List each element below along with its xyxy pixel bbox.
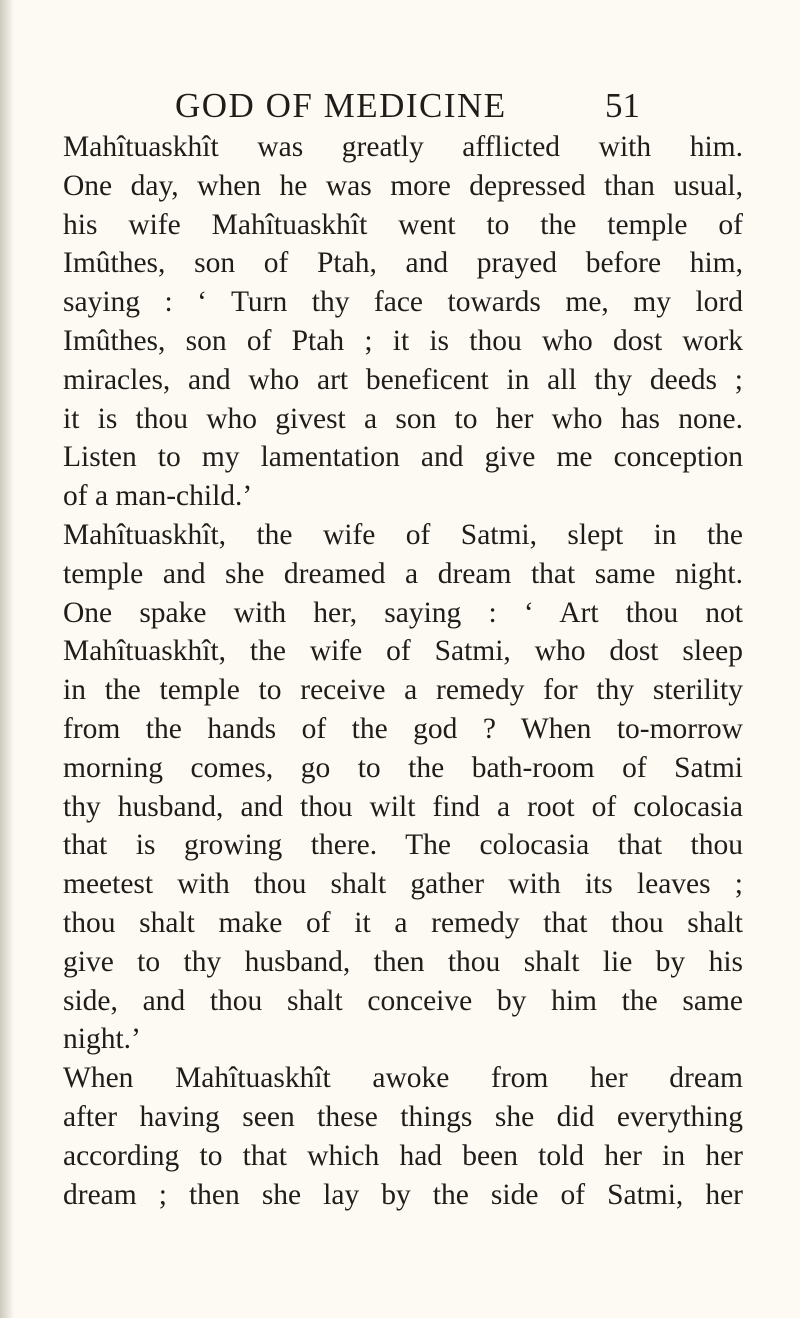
text-line: Mahîtuaskhît was greatly afflicted with him. [63, 131, 743, 163]
text-line: night.’ [63, 1023, 141, 1056]
text-line: from the hands of the god ? When to-morrow [63, 712, 743, 745]
body-text [63, 128, 743, 1214]
text-line: One spake with her, saying : ‘ Art thou not [63, 596, 743, 629]
text-line: that is growing there. The colocasia that thou [63, 829, 743, 862]
text-line: it is thou who givest a son to her who has none. [63, 402, 743, 435]
page-number: 51 [605, 86, 640, 125]
text-line: side, and thou shalt conceive by him the same [63, 984, 743, 1017]
text-line: Mahîtuaskhît, the wife of Satmi, slept in the [63, 518, 743, 551]
text-line: miracles, and who art beneficent in all thy deeds ; [63, 363, 743, 396]
text-line: Mahîtuaskhît, the wife of Satmi, who dost sleep [63, 635, 743, 668]
text-line: temple and she dreamed a dream that same night. [63, 557, 743, 590]
text-line: morning comes, go to the bath-room of Satmi [63, 751, 743, 784]
text-line: Imûthes, son of Ptah ; it is thou who dost work [63, 324, 743, 357]
page-header [160, 84, 640, 128]
text-line: meetest with thou shalt gather with its leaves ; [63, 868, 743, 901]
text-line: after having seen these things she did everything [63, 1100, 743, 1133]
text-line: saying : ‘ Turn thy face towards me, my lord [63, 286, 743, 319]
text-line: according to that which had been told her in her [63, 1139, 743, 1172]
text-line: Listen to my lamentation and give me conception [63, 441, 743, 474]
page-gutter-shadow [0, 0, 14, 1318]
text-line: One day, when he was more depressed than usual, [63, 169, 743, 202]
text-line: thou shalt make of it a remedy that thou shalt [63, 906, 743, 939]
text-line: thy husband, and thou wilt find a root of colocasia [63, 790, 743, 823]
text-line: dream ; then she lay by the side of Satmi, her [63, 1178, 743, 1211]
running-title: GOD OF MEDICINE [175, 86, 507, 125]
text-line: give to thy husband, then thou shalt lie by his [63, 945, 743, 978]
text-line: Imûthes, son of Ptah, and prayed before him, [63, 247, 743, 280]
text-line: of a man-child.’ [63, 480, 253, 513]
text-line: When Mahîtuaskhît awoke from her dream [63, 1062, 743, 1095]
text-line: his wife Mahîtuaskhît went to the temple of [63, 208, 743, 241]
text-line: in the temple to receive a remedy for thy sterility [63, 674, 743, 707]
